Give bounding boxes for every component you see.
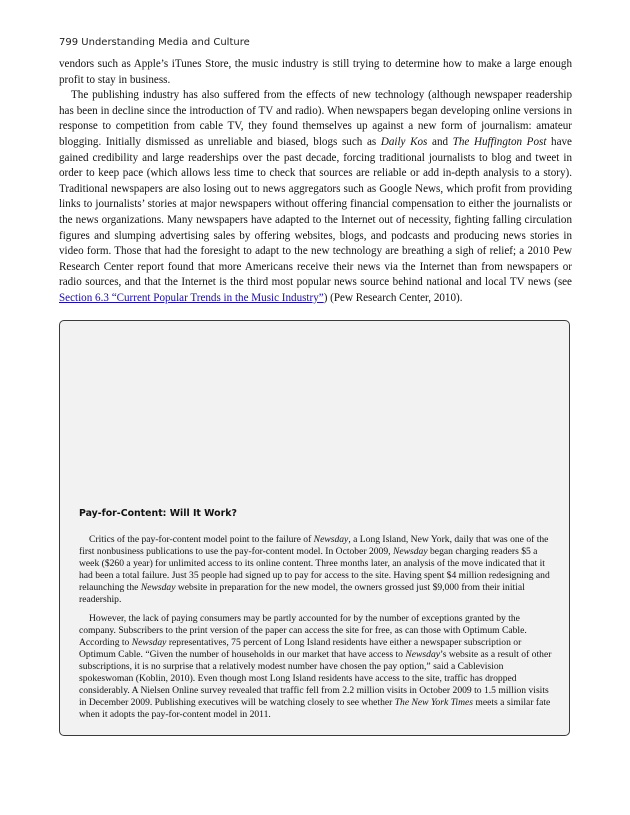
paragraph-publishing: The publishing industry has also suffered from the effects of new technology (although newspaper readership has been in decline since the introduction of TV and radio). When newspapers began developing online versions in response to competition from cable TV, they found themselves up against a new form of journalism: amateur blogging. Initially dismissed as unreliable and biased, blogs such as Daily Kos and The Huffington Post have gained credibility and large readerships over the past decade, forcing traditional journalists to blog and tweet in order to keep pace (which allows less time to check that sources are reliable or add in-depth analysis to a story). Traditional newspapers are also losing out to news aggregators such as Google News, which profit from providing links to journalists’ stories at major newspapers without offering financial compensation to either the journalists or the news organizations. Many newspapers have adapted to the Internet out of necessity, fighting falling circulation figures and slumping advertising sales by offering websites, blogs, and podcasts and producing news stories in video form. Those that had the foresight to adapt to the new technology are breathing a sigh of relief; a 2010 Pew Research Center report found that more Americans receive their news via the Internet than from newspapers or radio sources, and that the Internet is the third most popular news source behind national and local TV news (see Section 6.3 “Current Popular Trends in the Music Industry”) (Pew Research Center, 2010). xyxy=(59,89,572,304)
paragraph-continuation: vendors such as Apple’s iTunes Store, the music industry is still trying to determine how to make a large enough profit to stay in business. xyxy=(59,58,572,86)
box-paragraph: Critics of the pay-for-content model point to the failure of Newsday, a Long Island, New York, daily that was one of the first nonbusiness publications to use the pay-for-content model. In October 2009, Newsday began charging readers $5 a week ($260 a year) for unlimited access to its online content. Three months later, an analysis of the move indicated that it had been a total failure. Just 35 people had signed up to pay for access to the site. Having spent $4 million redesigning and relaunching the Newsday website in preparation for the new model, the owners grossed just $9,000 from their initial readership. xyxy=(79,534,550,606)
box-content xyxy=(79,534,553,727)
sidebar-box xyxy=(59,320,570,736)
page-number: 799 xyxy=(59,37,79,48)
box-title: Pay-for-Content: Will It Work? xyxy=(79,508,237,519)
page-header xyxy=(59,37,250,48)
section-link[interactable]: Section 6.3 “Current Popular Trends in the Music Industry” xyxy=(59,291,324,304)
blog-name-huffington-post: The Huffington Post xyxy=(452,135,547,148)
box-paragraph: However, the lack of paying consumers may be partly accounted for by the number of exceptions granted by the company. Subscribers to the print version of the paper can access the site for free, as can those with Optimum Cable. According to Newsday representatives, 75 percent of Long Island residents have either a newspaper subscription or Optimum Cable. “Given the number of households in our market that have access to Newsday’s website as a result of other subscriptions, it is no surprise that a relatively modest number have chosen the pay option,” said a Cablevision spokeswoman (Koblin, 2010). Even though most Long Island residents have access to the site, traffic has dropped considerably. A Nielsen Online survey revealed that traffic fell from 2.2 million visits in October 2009 to 1.5 million visits in December 2009. Publishing executives will be watching closely to see whether The New York Times meets a similar fate when it adopts the pay-for-content model in 2011. xyxy=(79,612,552,721)
blog-name-daily-kos: Daily Kos xyxy=(380,135,428,148)
book-title: Understanding Media and Culture xyxy=(81,37,250,48)
main-text xyxy=(59,57,572,307)
